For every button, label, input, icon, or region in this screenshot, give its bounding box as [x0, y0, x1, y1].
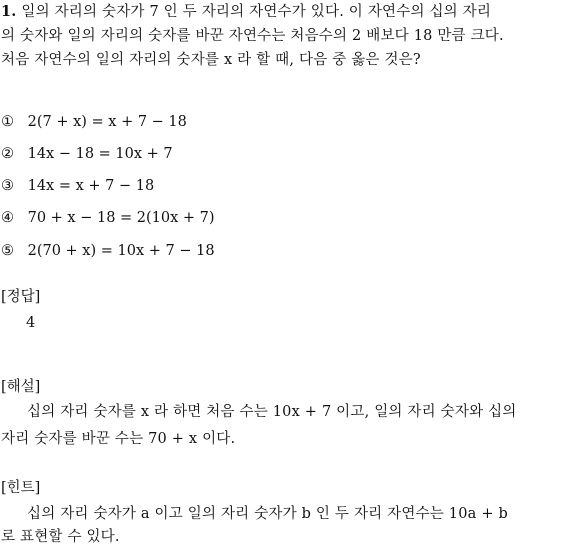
choice-3-expr: 14x = x + 7 − 18: [27, 178, 155, 194]
question-text-2: 의 숫자와 일의 자리의 숫자를 바꾼 자연수는 처음수의 2 배보다 18 만큼 크다.: [1, 28, 504, 44]
question-text-3: 처음 자연수의 일의 자리의 숫자를 x 라 할 때, 다음 중 옳은 것은?: [1, 52, 421, 68]
question-number: 1.: [1, 3, 17, 20]
explanation-line-2: 자리 숫자를 바꾼 수는 70 + x 이다.: [1, 431, 236, 447]
answer-label: [정답]: [1, 289, 41, 305]
choice-3[interactable]: [1, 176, 154, 196]
question-line-1: [1, 0, 571, 24]
choice-4[interactable]: [1, 208, 215, 228]
choice-1-expr: 2(7 + x) = x + 7 − 18: [27, 114, 187, 130]
hint-label: [힌트]: [1, 480, 41, 496]
choice-5[interactable]: [1, 241, 215, 261]
choice-5-expr: 2(70 + x) = 10x + 7 − 18: [27, 243, 215, 259]
answer-value: 4: [26, 315, 36, 331]
hint-line-1: 십의 자리 숫자가 a 이고 일의 자리 숫자가 b 인 두 자리 자연수는 10a + b: [27, 506, 508, 522]
choice-1-mark: ①: [1, 114, 14, 130]
choice-2-expr: 14x − 18 = 10x + 7: [27, 146, 173, 162]
choice-1[interactable]: [1, 112, 187, 132]
choice-4-mark: ④: [1, 210, 14, 226]
question-text-1: 일의 자리의 숫자가 7 인 두 자리의 자연수가 있다. 이 자연수의 십의 자리: [21, 4, 492, 20]
choice-2[interactable]: [1, 144, 173, 164]
explanation-line-1: 십의 자리 숫자를 x 라 하면 처음 수는 10x + 7 이고, 일의 자리 숫자와 십의: [27, 404, 517, 420]
choice-2-mark: ②: [1, 146, 14, 162]
choice-3-mark: ③: [1, 178, 14, 194]
choice-5-mark: ⑤: [1, 243, 14, 259]
hint-line-2: 로 표현할 수 있다.: [1, 529, 120, 545]
choice-4-expr: 70 + x − 18 = 2(10x + 7): [27, 210, 215, 226]
explanation-label: [해설]: [1, 379, 41, 395]
